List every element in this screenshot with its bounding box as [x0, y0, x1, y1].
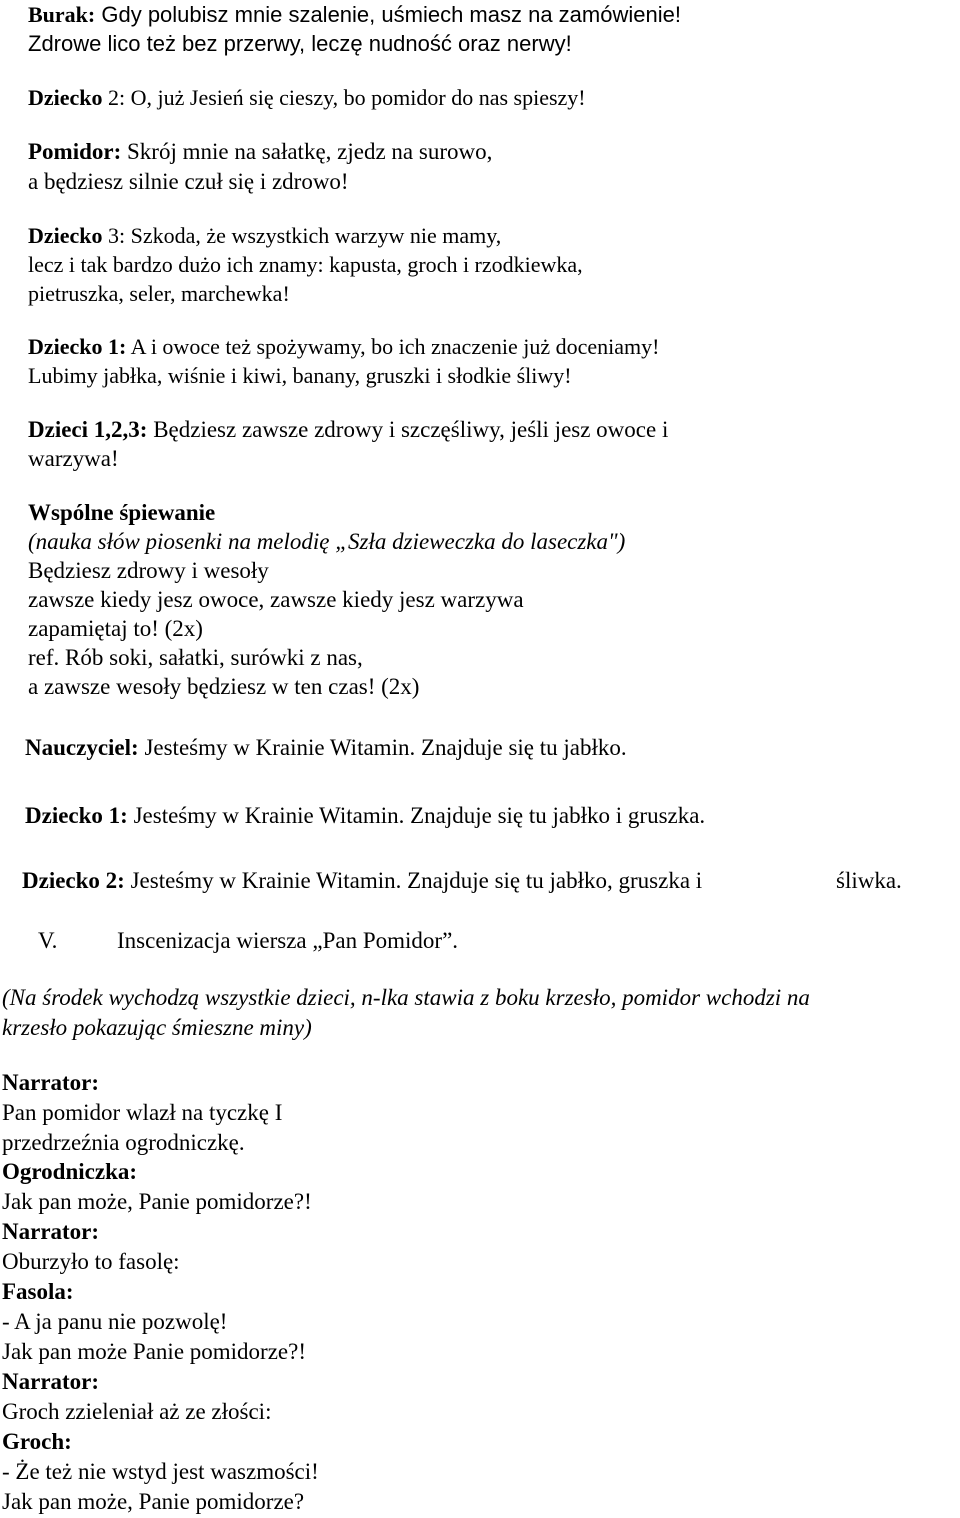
poem-line: - A ja panu nie pozwolę! [2, 1309, 228, 1334]
line-text: 3: Szkoda, że wszystkich warzyw nie mamy, [102, 223, 502, 248]
line-text: Skrój mnie na sałatkę, zjedz na surowo, [121, 139, 493, 164]
dialogue-line-dziecko-1 [28, 336, 659, 358]
speaker-label: Nauczyciel: [25, 735, 139, 760]
dialogue-line: warzywa! [28, 446, 119, 471]
line-text: A i owoce też spożywamy, bo ich znaczenie już doceniamy! [126, 334, 660, 359]
speaker-label: Pomidor: [28, 139, 122, 164]
speaker-label: Dziecko 1: [25, 803, 128, 828]
line-tail: śliwka. [836, 868, 902, 893]
speaker-label: Dzieci 1,2,3: [28, 417, 148, 442]
poem-line: - Że też nie wstyd jest waszmości! [2, 1459, 319, 1484]
stage-direction: krzesło pokazując śmieszne miny) [2, 1015, 312, 1040]
poem-line: Pan pomidor wlazł na tyczkę I [2, 1100, 283, 1125]
line-text: Będziesz zawsze zdrowy i szczęśliwy, jeśli jesz owoce i [147, 417, 669, 442]
speaker-label-narrator: Narrator: [2, 1369, 100, 1394]
dialogue-line: pietruszka, seler, marchewka! [28, 281, 290, 306]
section-number: V. [38, 928, 58, 953]
line-text: Gdy polubisz mnie szalenie, uśmiech masz na zamówienie! [95, 2, 681, 27]
section-heading-singing: Wspólne śpiewanie [28, 500, 216, 525]
song-line: a zawsze wesoły będziesz w ten czas! (2x) [28, 674, 420, 699]
dialogue-line: lecz i tak bardzo dużo ich znamy: kapusta, groch i rzodkiewka, [28, 252, 583, 277]
speaker-label: Dziecko [28, 223, 103, 248]
speaker-label: Dziecko 1: [28, 334, 127, 359]
dialogue-line-nauczyciel [25, 736, 627, 759]
dialogue-line-dziecko-3 [28, 225, 501, 247]
line-text: Jesteśmy w Krainie Witamin. Znajduje się tu jabłko. [138, 735, 627, 760]
dialogue-line-burak [28, 4, 681, 26]
dialogue-line: Lubimy jabłka, wiśnie i kiwi, banany, gruszki i słodkie śliwy! [28, 363, 572, 388]
poem-line: przedrzeźnia ogrodniczkę. [2, 1130, 245, 1155]
speaker-label-narrator: Narrator: [2, 1219, 100, 1244]
stage-direction: (Na środek wychodzą wszystkie dzieci, n-lka stawia z boku krzesło, pomidor wchodzi na [2, 985, 810, 1010]
line-text: 2: O, już Jesień się cieszy, bo pomidor do nas spieszy! [102, 85, 586, 110]
speaker-label-groch: Groch: [2, 1429, 72, 1454]
speaker-label: Dziecko [28, 85, 103, 110]
dialogue-line-dziecko-2 [22, 869, 702, 892]
speaker-label: Dziecko 2: [22, 868, 125, 893]
song-line: ref. Rób soki, sałatki, surówki z nas, [28, 645, 363, 670]
dialogue-line-dzieci [28, 418, 668, 441]
dialogue-line-dziecko-2 [28, 87, 586, 109]
song-line: zapamiętaj to! (2x) [28, 616, 203, 641]
song-line: Będziesz zdrowy i wesoły [28, 558, 269, 583]
poem-line: Jak pan może Panie pomidorze?! [2, 1339, 306, 1364]
song-line: zawsze kiedy jesz owoce, zawsze kiedy jesz warzywa [28, 587, 524, 612]
speaker-label: Burak: [28, 2, 96, 27]
poem-line: Groch zzieleniał aż ze złości: [2, 1399, 272, 1424]
poem-line: Oburzyło to fasolę: [2, 1249, 180, 1274]
dialogue-line: Zdrowe lico też bez przerwy, leczę nudność oraz nerwy! [28, 31, 572, 56]
line-text: Jesteśmy w Krainie Witamin. Znajduje się tu jabłko, gruszka i [124, 868, 703, 893]
stage-direction: (nauka słów piosenki na melodię „Szła dzieweczka do laseczka") [28, 529, 626, 554]
poem-line: Jak pan może, Panie pomidorze? [2, 1489, 305, 1514]
dialogue-line-pomidor [28, 140, 492, 163]
section-title: Inscenizacja wiersza „Pan Pomidor”. [117, 928, 459, 953]
speaker-label-ogrodniczka: Ogrodniczka: [2, 1159, 138, 1184]
dialogue-line-dziecko-1 [25, 804, 705, 827]
poem-line: Jak pan może, Panie pomidorze?! [2, 1189, 312, 1214]
speaker-label-narrator: Narrator: [2, 1070, 100, 1095]
line-text: Jesteśmy w Krainie Witamin. Znajduje się tu jabłko i gruszka. [127, 803, 706, 828]
dialogue-line: a będziesz silnie czuł się i zdrowo! [28, 169, 349, 194]
speaker-label-fasola: Fasola: [2, 1279, 74, 1304]
